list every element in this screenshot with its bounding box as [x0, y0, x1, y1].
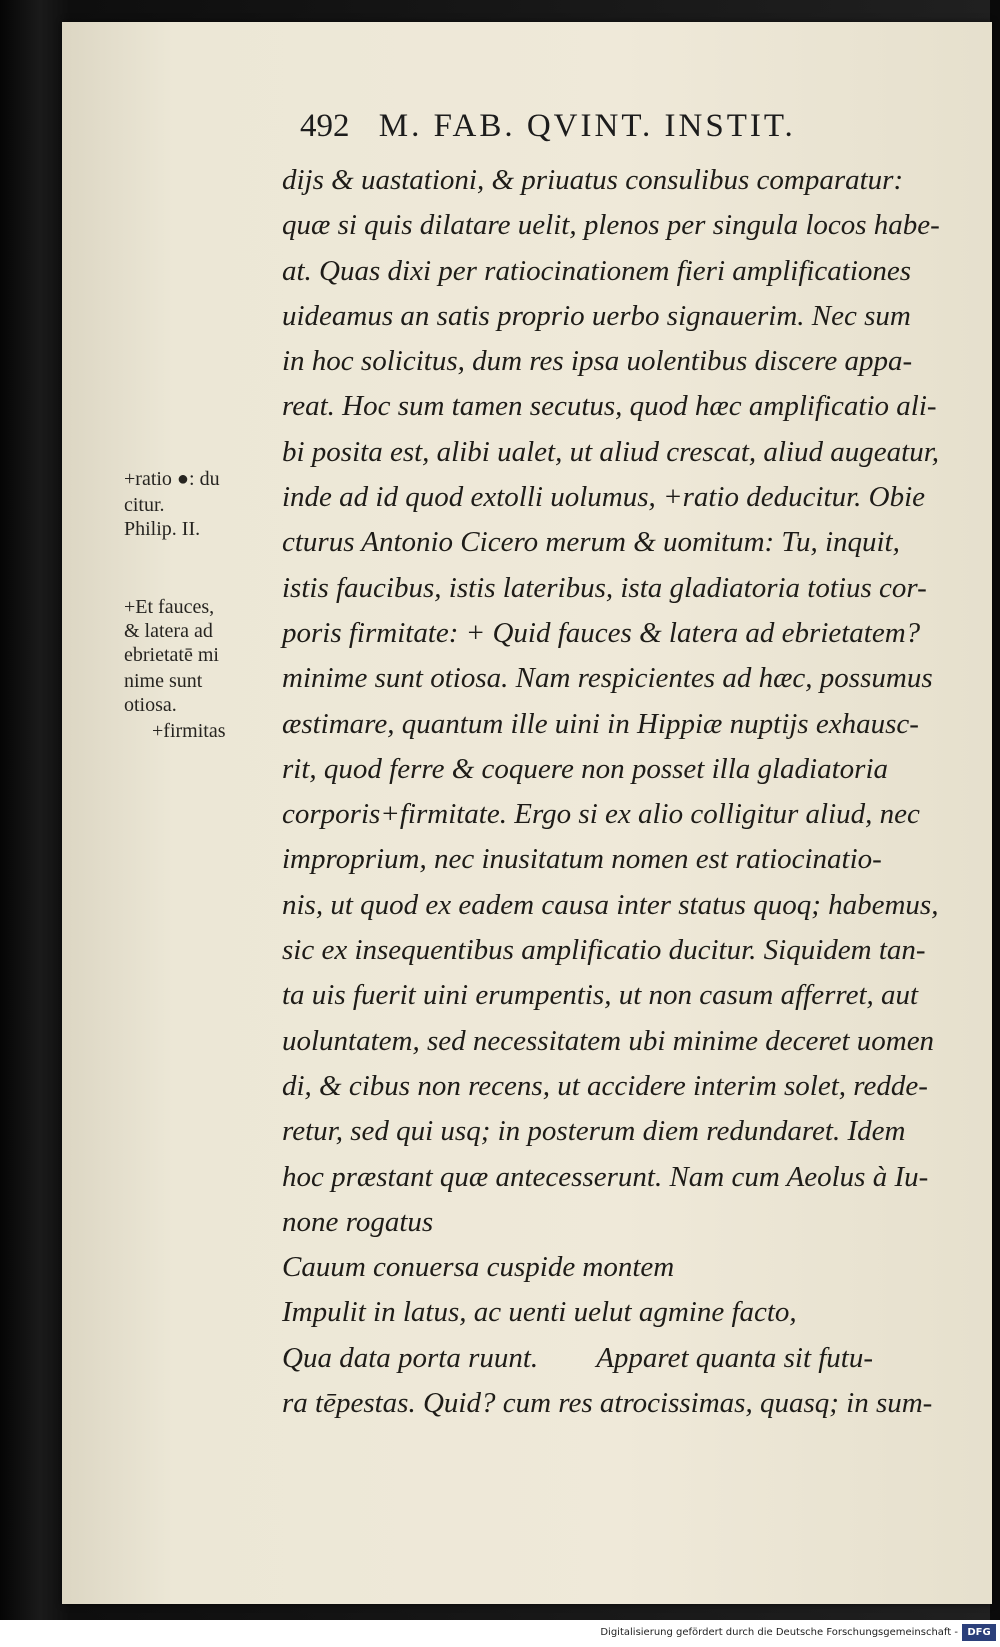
text-line: uoluntatem, sed necessitatem ubi minime deceret uomen: [282, 1024, 935, 1057]
margin-note: ebrietatē mi: [124, 644, 219, 666]
text-line: ta uis fuerit uini erumpentis, ut non casum afferret, aut: [282, 979, 919, 1012]
body-text: [282, 158, 982, 1426]
margin-note: nime sunt: [124, 670, 203, 692]
text-line: uideamus an satis proprio uerbo signauerim. Nec sum: [282, 299, 911, 332]
text-line: improprium, nec inusitatum nomen est ratiocinatio-: [282, 843, 882, 876]
prose-fragment: Apparet quanta sit futu-: [596, 1341, 874, 1374]
verse-fragment: Qua data porta ruunt.: [282, 1341, 539, 1374]
margin-note: & latera ad: [124, 620, 213, 642]
text-line: corporis+firmitate. Ergo si ex alio colligitur aliud, nec: [282, 798, 920, 831]
footer-bar: [0, 1620, 1000, 1647]
text-line: bi posita est, alibi ualet, ut aliud crescat, aliud augeatur,: [282, 435, 940, 468]
margin-note: +ratio ●: du: [124, 468, 220, 490]
text-line: sic ex insequentibus amplificatio ducitur. Siquidem tan-: [282, 934, 926, 967]
text-line: hoc præstant quæ antecesserunt. Nam cum Aeolus à Iu-: [282, 1160, 929, 1193]
text-line: rit, quod ferre & coquere non posset illa gladiatoria: [282, 752, 889, 785]
text-line: quæ si quis dilatare uelit, plenos per singula locos habe-: [282, 209, 940, 242]
text-line: cturus Antonio Cicero merum & uomitum: Tu, inquit,: [282, 526, 900, 559]
page-header: [300, 108, 940, 156]
running-title: M. FAB. QVINT. INSTIT.: [378, 108, 796, 144]
text-line: nis, ut quod ex eadem causa inter status quoq; habemus,: [282, 888, 939, 921]
text-line: none rogatus: [282, 1205, 434, 1238]
margin-note: +firmitas: [152, 720, 226, 742]
verse-line: Impulit in latus, ac uenti uelut agmine facto,: [282, 1296, 797, 1329]
page-number: 492: [300, 108, 350, 144]
text-line: poris firmitate: + Quid fauces & latera ad ebrietatem?: [282, 616, 921, 649]
margin-note: otiosa.: [124, 694, 177, 716]
margin-note: citur.: [124, 494, 165, 516]
dfg-logo-icon: DFG: [962, 1624, 996, 1641]
text-line: in hoc solicitus, dum res ipsa uolentibus discere appa-: [282, 345, 913, 378]
margin-note: +Et fauces,: [124, 596, 215, 618]
text-line: inde ad id quod extolli uolumus, +ratio deducitur. Obie: [282, 481, 926, 514]
text-line: minime sunt otiosa. Nam respicientes ad hæc, possumus: [282, 662, 933, 695]
text-line: at. Quas dixi per ratiocinationem fieri amplificationes: [282, 254, 912, 287]
text-line: retur, sed qui usq; in posterum diem redundaret. Idem: [282, 1115, 906, 1148]
verse-line-with-prose: [282, 1336, 982, 1381]
text-line: istis faucibus, istis lateribus, ista gladiatoria totius cor-: [282, 571, 927, 604]
margin-note: Philip. II.: [124, 518, 201, 540]
text-line: æstimare, quantum ille uini in Hippiæ nuptijs exhausc-: [282, 707, 919, 740]
text-line: reat. Hoc sum tamen secutus, quod hæc amplificatio ali-: [282, 390, 937, 423]
footer-credit: Digitalisierung gefördert durch die Deutsche Forschungsgemeinschaft -: [600, 1627, 958, 1638]
text-line: di, & cibus non recens, ut accidere interim solet, redde-: [282, 1069, 928, 1102]
text-line: ra tēpestas. Quid? cum res atrocissimas, quasq; in sum-: [282, 1387, 933, 1420]
text-line: dijs & uastationi, & priuatus consulibus comparatur:: [282, 164, 904, 196]
verse-line: Cauum conuersa cuspide montem: [282, 1251, 675, 1284]
